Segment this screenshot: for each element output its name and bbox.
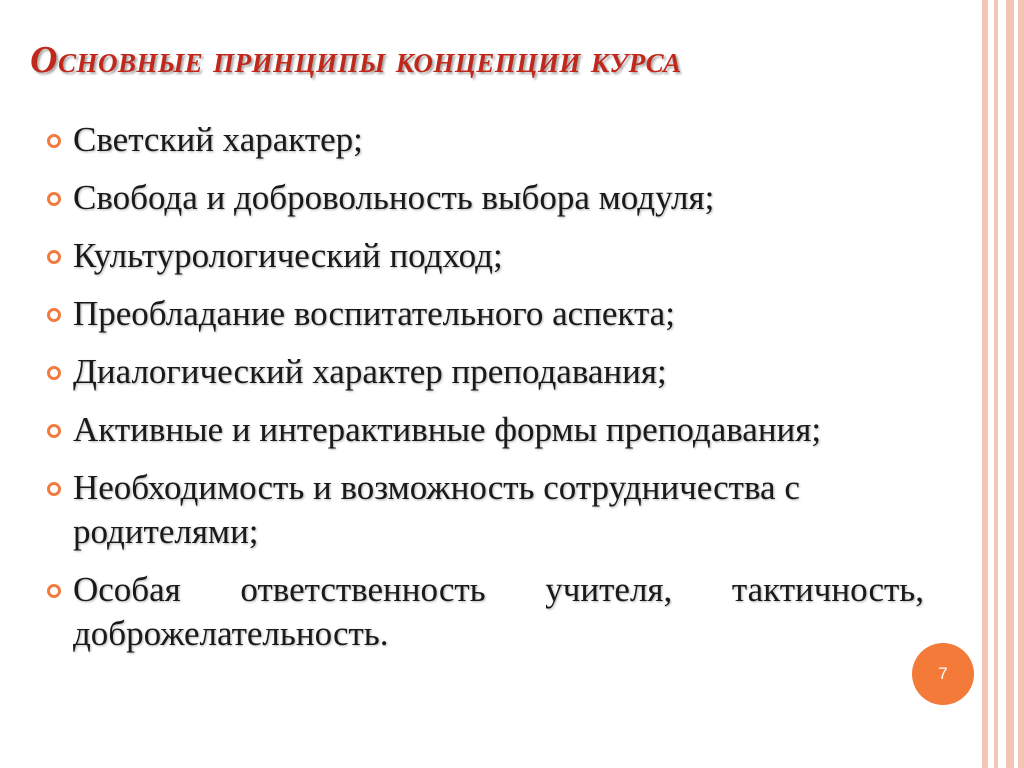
circle-bullet-icon <box>47 584 61 598</box>
circle-bullet-icon <box>47 134 61 148</box>
list-item <box>44 176 924 220</box>
circle-bullet-icon <box>47 192 61 206</box>
list-item <box>44 466 924 554</box>
decorative-stripe <box>1018 0 1024 768</box>
list-item <box>44 118 924 162</box>
list-item-text: Культурологический подход; <box>73 236 503 275</box>
page-number-badge: 7 <box>912 643 974 705</box>
list-item-text: Светский характер; <box>73 120 363 159</box>
list-item-text: Необходимость и возможность сотрудничества с родителями; <box>73 468 800 551</box>
list-item <box>44 350 924 394</box>
slide-title: Основные принципы концепции курса <box>30 39 682 81</box>
list-item-text: Свобода и добровольность выбора модуля; <box>73 178 715 217</box>
list-item <box>44 568 924 656</box>
circle-bullet-icon <box>47 250 61 264</box>
list-item <box>44 408 924 452</box>
circle-bullet-icon <box>47 366 61 380</box>
circle-bullet-icon <box>47 482 61 496</box>
list-item-text: Преобладание воспитательного аспекта; <box>73 294 675 333</box>
circle-bullet-icon <box>47 424 61 438</box>
list-item <box>44 234 924 278</box>
decorative-stripe <box>1006 0 1014 768</box>
decorative-stripe <box>994 0 998 768</box>
bullet-list <box>44 118 924 670</box>
circle-bullet-icon <box>47 308 61 322</box>
decorative-stripe <box>982 0 988 768</box>
list-item <box>44 292 924 336</box>
list-item-text: Активные и интерактивные формы преподавания; <box>73 410 822 449</box>
list-item-text: Диалогический характер преподавания; <box>73 352 667 391</box>
list-item-text: Особая ответственность учителя, тактичность, доброжелательность. <box>73 570 924 653</box>
